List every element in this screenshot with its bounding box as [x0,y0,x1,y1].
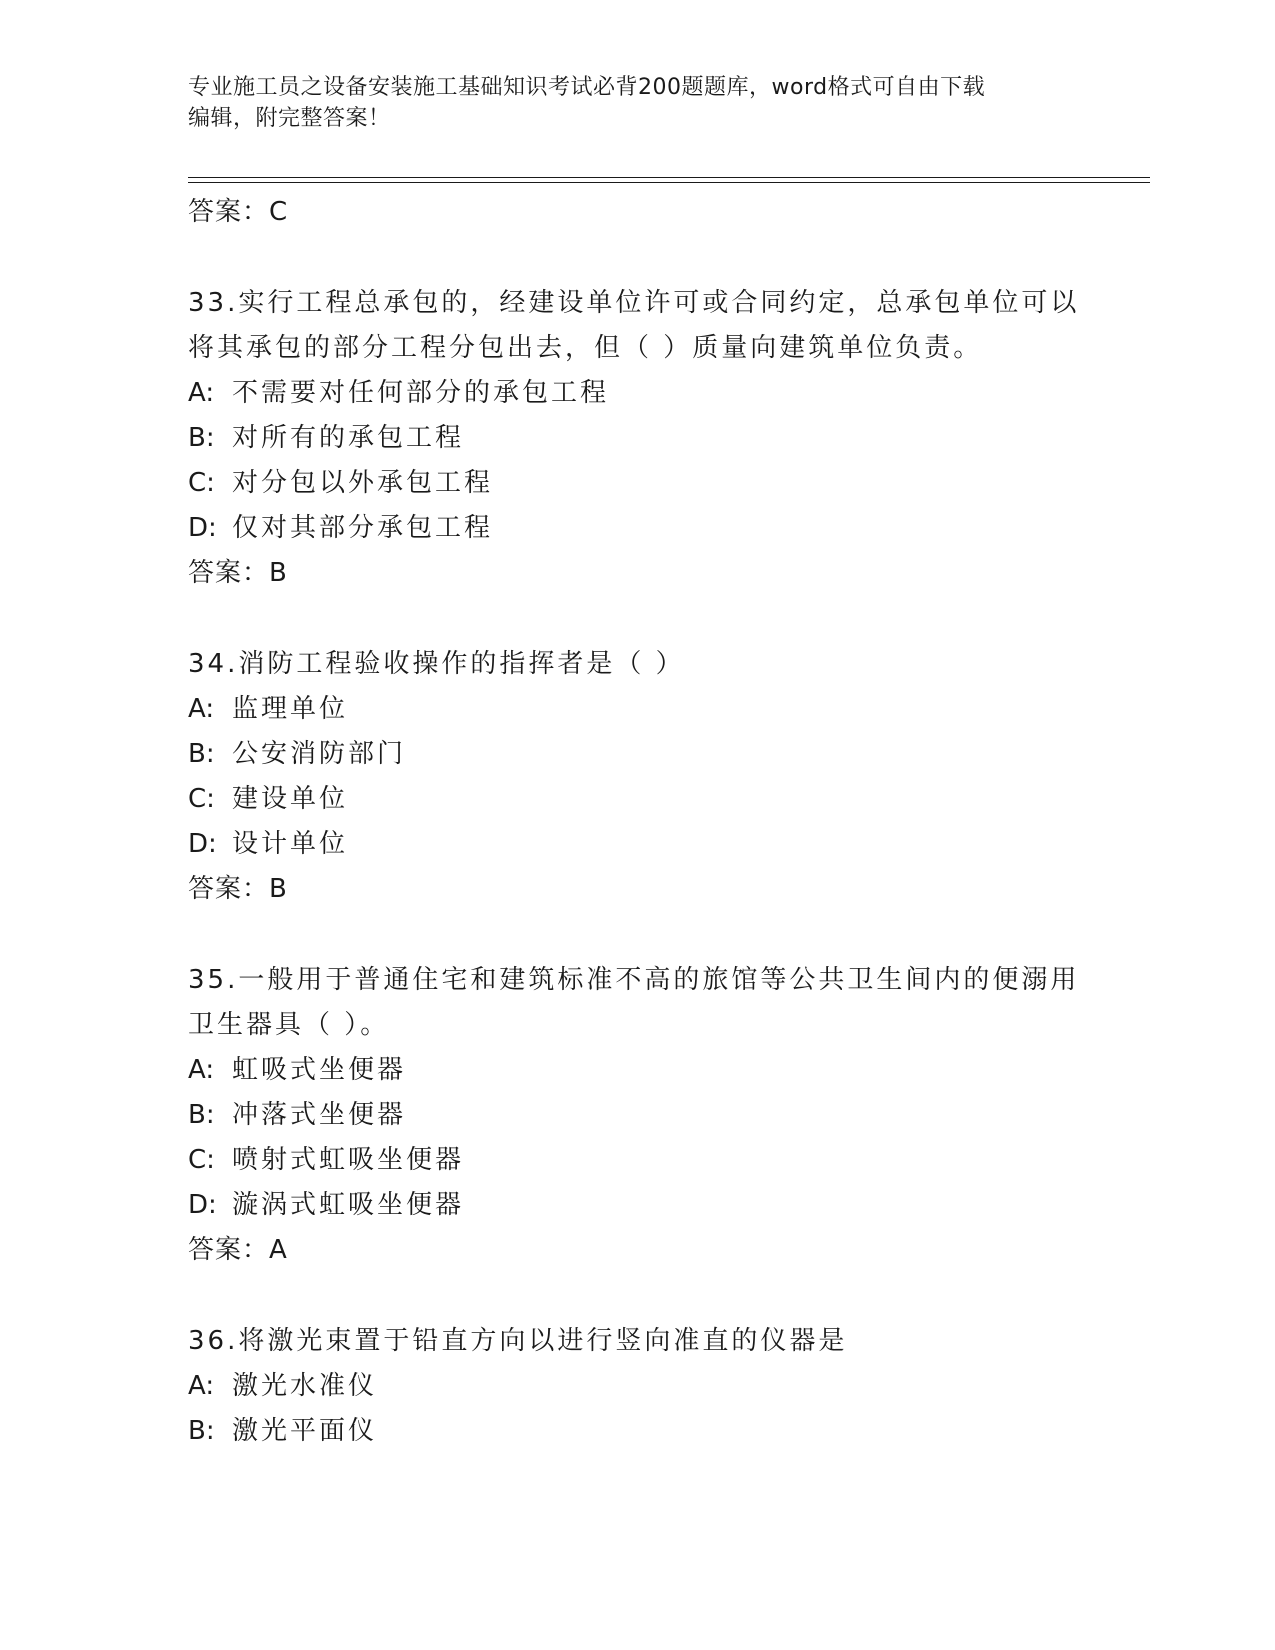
question-stem-line: 36.将激光束置于铅直方向以进行竖向准直的仪器是 [188,1326,848,1356]
option-d [188,506,1088,551]
question-stem-line: 34.消防工程验收操作的指挥者是（ ） [188,649,685,679]
option-d [188,822,1088,867]
option-letter: C: [188,468,215,498]
option-text: 对所有的承包工程 [232,423,465,453]
option-b [188,732,1088,777]
option-a [188,1364,1088,1409]
option-letter: B: [188,739,215,769]
option-letter: B: [188,1416,215,1446]
option-a [188,1048,1088,1093]
question-stem-line: 35.一般用于普通住宅和建筑标准不高的旅馆等公共卫生间内的便溺用 [188,965,1080,995]
option-c [188,1138,1088,1183]
answer-line: 答案：A [188,1235,288,1265]
option-letter: D: [188,513,217,543]
header-title-line-1: 专业施工员之设备安装施工基础知识考试必背200题题库，word格式可自由下载 [188,75,986,100]
question-block-33 [188,281,1088,596]
option-c [188,461,1088,506]
option-letter: D: [188,829,217,859]
question-list [188,190,1088,1454]
answer-line: 答案：B [188,874,288,904]
option-b [188,1093,1088,1138]
answer-line: 答案：B [188,558,288,588]
option-text: 喷射式虹吸坐便器 [232,1145,465,1175]
question-stem-line: 卫生器具（ ）。 [188,1010,390,1040]
option-letter: B: [188,1100,215,1130]
option-b [188,416,1088,461]
option-text: 仅对其部分承包工程 [232,513,494,543]
question-block-36 [188,1319,1088,1454]
option-text: 不需要对任何部分的承包工程 [232,378,610,408]
option-text: 激光平面仪 [232,1416,378,1446]
question-block-34 [188,642,1088,912]
option-text: 激光水准仪 [232,1371,378,1401]
option-text: 漩涡式虹吸坐便器 [232,1190,465,1220]
question-stem-line: 将其承包的部分工程分包出去，但（ ）质量向建筑单位负责。 [188,333,983,363]
question-stem-line: 33.实行工程总承包的，经建设单位许可或合同约定，总承包单位可以 [188,288,1080,318]
option-letter: D: [188,1190,217,1220]
option-d [188,1183,1088,1228]
option-b [188,1409,1088,1454]
option-a [188,687,1088,732]
option-letter: A: [188,694,215,724]
option-letter: A: [188,1371,215,1401]
header-divider-bottom [188,182,1150,183]
option-letter: A: [188,378,215,408]
option-text: 设计单位 [232,829,349,859]
option-text: 冲落式坐便器 [232,1100,407,1130]
option-text: 对分包以外承包工程 [232,468,494,498]
option-a [188,371,1088,416]
option-letter: B: [188,423,215,453]
option-text: 监理单位 [232,694,349,724]
option-text: 虹吸式坐便器 [232,1055,407,1085]
answer-line: 答案：C [188,197,289,227]
option-letter: A: [188,1055,215,1085]
option-letter: C: [188,1145,215,1175]
header-divider-top [188,177,1150,178]
header-title-line-2: 编辑，附完整答案！ [188,106,391,131]
document-header [188,72,1068,134]
option-text: 公安消防部门 [232,739,407,769]
option-letter: C: [188,784,215,814]
option-c [188,777,1088,822]
question-block-35 [188,958,1088,1273]
option-text: 建设单位 [232,784,349,814]
